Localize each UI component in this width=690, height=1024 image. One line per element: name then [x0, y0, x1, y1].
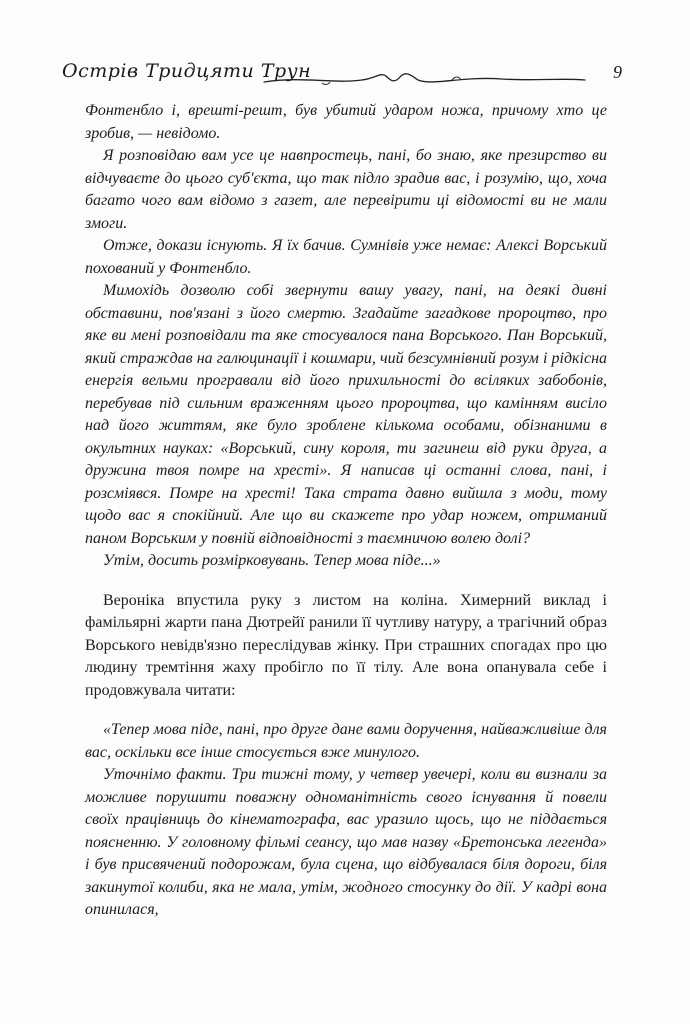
flourish-ornament [262, 62, 587, 92]
page-number: 9 [613, 62, 622, 82]
narrative-paragraph: Вероніка впустила руку з листом на коліна. Химерний виклад і фамільярні жарти пана Дютрейї ранили її чутливу натуру, а трагічний образ Ворського невідв'язно переслідував жінку. При страшних спогадах про цю людину тремтіння жаху пробігло по її тілу. Але вона опанувала себе і продовжувала читати: [85, 591, 607, 699]
page-body [85, 100, 607, 922]
running-title: Острів Тридцяти Трун [62, 60, 312, 82]
paragraph: Утім, досить розмірковувань. Тепер мова піде...» [103, 552, 441, 569]
letter-paragraph: «Тепер мова піде, пані, про друге дане вами доручення, найважливіше для вас, оскільки все інше стосується вже минулого. [85, 721, 607, 761]
paragraph: Отже, докази існують. Я їх бачив. Сумнівів уже немає: Алексі Ворський похований у Фонтенбло. [85, 237, 607, 277]
paragraph: Я розповідаю вам усе це навпростець, пані, бо знаю, яке презирство ви відчуваєте до цього суб'єкта, що так підло зрадив вас, і розумію, що, хоча багато чого вам відомо з газет, але перевірити ці відомості ви не мали змоги. [85, 147, 607, 232]
letter-paragraph: Уточнімо факти. Три тижні тому, у четвер увечері, коли ви визнали за можливе порушити поважну одноманітність свого існування й повели своїх працівниць до кінематографа, вас уразило щось, що не піддається поясненню. У головному фільмі сеансу, що мав назву «Бретонська легенда» і був присвячений подорожам, була сцена, що відбувалася біля дороги, біля закинутої колиби, яка не мала, утім, жодного стосунку до дії. У кадрі вона опинилася, [85, 766, 607, 918]
paragraph-continued: Фонтенбло і, врешті-решт, був убитий ударом ножа, причому хто це зробив, — невідомо. [85, 102, 607, 142]
page-header [62, 54, 622, 94]
paragraph: Мимохідь дозволю собі звернути вашу увагу, пані, на деякі дивні обставини, пов'язані з його смертю. Згадайте загадкове пророцтво, про яке ви мені розповідали та яке стосувалося пана Ворського. Пан Ворський, який страждав на галюцинації і кошмари, чий безсумнівний розум і рідкісна енергія вельми програвали від його прихильності до всіляких забобонів, перебував під сильним враженням цього пророцтва, що камінням висіло над його життям, яке було зроблене кількома особами, обізнаними в окультних науках: «Ворський, сину короля, ти загинеш від руки друга, а дружина твоя помре на хресті». Я написав ці останні слова, пані, і розсміявся. Помре на хресті! Така страта давно вийшла з моди, тому щодо вас я спокійний. Але що ви скажете про удар ножем, отриманий паном Ворським у повній відповідності з таємничою волею долі? [85, 282, 607, 547]
